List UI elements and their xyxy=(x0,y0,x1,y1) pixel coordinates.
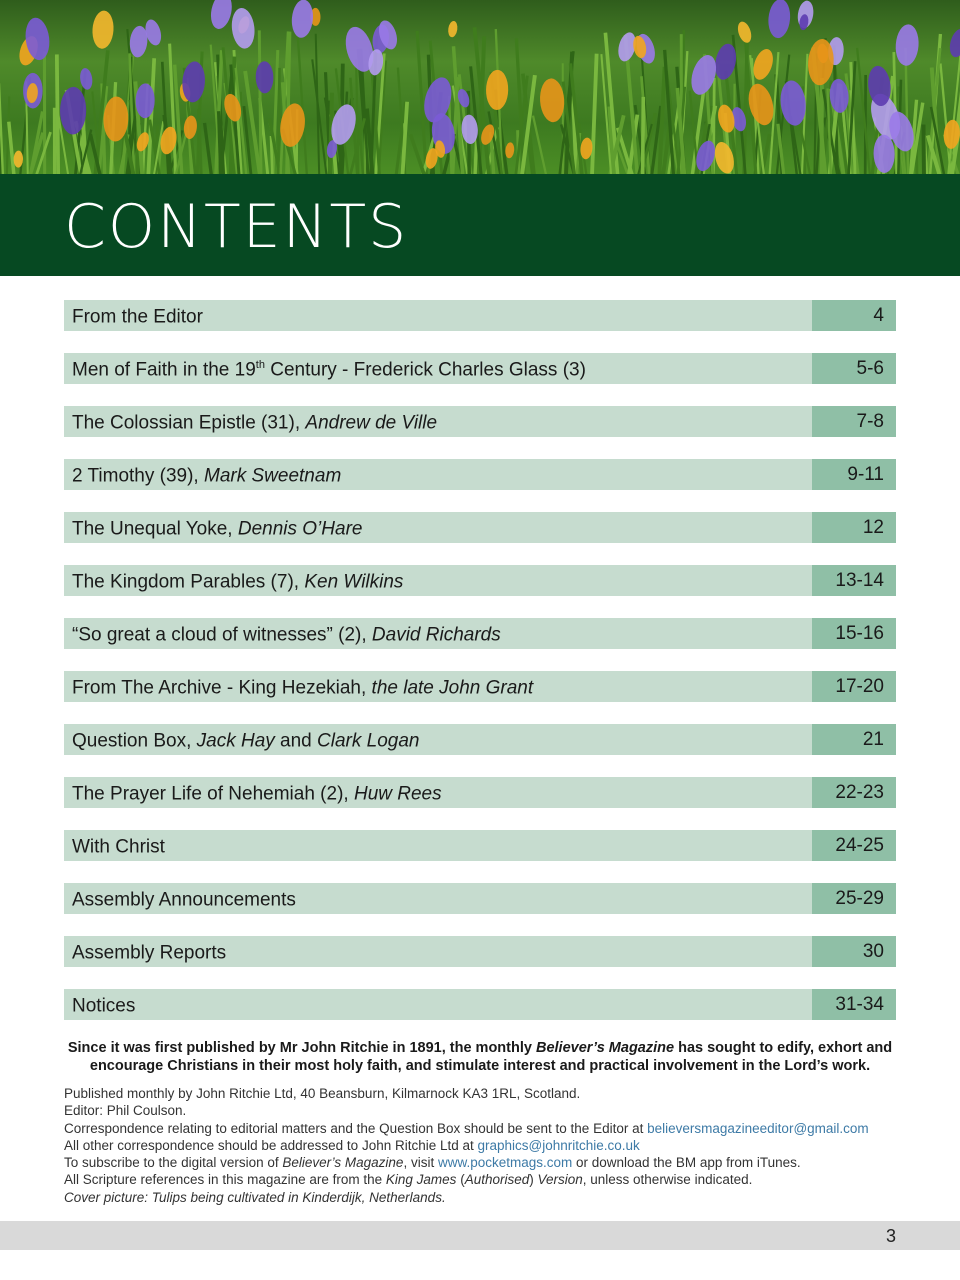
contents-title: 2 Timothy (39), Mark Sweetnam xyxy=(72,465,342,487)
contents-page-number: 7-8 xyxy=(856,411,884,432)
contents-page-box xyxy=(812,830,896,861)
pocketmags-link[interactable]: www.pocketmags.com xyxy=(437,1155,573,1171)
contents-title-bar xyxy=(64,459,812,490)
crocus-flower xyxy=(208,0,235,31)
cover-caption: Cover picture: Tulips being cultivated in Kinderdijk, Netherlands. xyxy=(64,1189,446,1205)
contents-row[interactable] xyxy=(64,353,896,384)
contents-page-box xyxy=(812,300,896,331)
publisher-info xyxy=(64,1085,904,1206)
crocus-flower xyxy=(947,27,960,59)
crocus-flower xyxy=(767,0,792,39)
contents-author: the late John Grant xyxy=(371,677,534,699)
crocus-flower xyxy=(539,78,566,123)
contents-title: From The Archive - King Hezekiah, the late John Grant xyxy=(72,677,534,699)
crocus-flower xyxy=(230,7,257,50)
grass-blade xyxy=(592,54,597,176)
contents-page-number: 24-25 xyxy=(835,835,884,856)
contents-page-number: 5-6 xyxy=(856,358,884,379)
editor-line: Editor: Phil Coulson. xyxy=(64,1103,187,1119)
contents-title-bar xyxy=(64,406,812,437)
published-line: Published monthly by John Ritchie Ltd, 40 Beansburn, Kilmarnock KA3 1RL, Scotland. xyxy=(64,1086,581,1101)
contents-page-box xyxy=(812,565,896,596)
contents-title-bar xyxy=(64,830,812,861)
contents-row[interactable] xyxy=(64,300,896,331)
contents-title-bar xyxy=(64,300,812,331)
contents-page-box xyxy=(812,512,896,543)
contents-page-box xyxy=(812,459,896,490)
contents-page-number: 22-23 xyxy=(835,782,884,803)
contents-row[interactable] xyxy=(64,406,896,437)
grass-blade xyxy=(278,68,279,176)
crocus-flower xyxy=(505,142,515,159)
grass-blade xyxy=(857,48,870,176)
crocus-field-illustration xyxy=(0,0,960,176)
cover-photo xyxy=(0,0,960,176)
grass-blade xyxy=(259,30,261,176)
crocus-flower xyxy=(894,24,920,67)
crocus-flower xyxy=(79,67,94,90)
contents-title-bar xyxy=(64,724,812,755)
grass-blade xyxy=(205,123,212,176)
grass-blade xyxy=(9,122,14,176)
contents-page-number: 30 xyxy=(862,941,884,962)
contents-title: Notices xyxy=(72,995,136,1017)
correspondence-line: Correspondence relating to editorial matters and the Question Box should be sent to the Editor at believersmagazineeditor@gmail.com xyxy=(64,1120,869,1136)
contents-author: Jack Hay xyxy=(196,730,275,752)
contents-title: From the Editor xyxy=(72,306,203,328)
contents-title-bar xyxy=(64,989,812,1020)
contents-title: Men of Faith in the 19th Century - Frederick Charles Glass (3) xyxy=(72,359,586,381)
crocus-flower xyxy=(91,10,114,49)
contents-page-number: 31-34 xyxy=(835,994,884,1015)
contents-title: The Unequal Yoke, Dennis O’Hare xyxy=(72,518,363,540)
footer-bar xyxy=(0,1221,960,1250)
contents-page-number: 21 xyxy=(862,729,884,750)
graphics-email-link[interactable]: graphics@johnritchie.co.uk xyxy=(477,1137,640,1153)
contents-title: With Christ xyxy=(72,836,165,858)
contents-page-box xyxy=(812,989,896,1020)
crocus-flower xyxy=(447,20,458,37)
contents-author: Dennis O’Hare xyxy=(237,518,363,540)
crocus-flower xyxy=(290,0,314,39)
title-band xyxy=(0,174,960,276)
contents-title: Question Box, Jack Hay and Clark Logan xyxy=(72,730,420,752)
contents-page-number: 15-16 xyxy=(835,623,884,644)
grass-blade xyxy=(148,58,154,176)
contents-title-bar xyxy=(64,883,812,914)
contents-page-box xyxy=(812,406,896,437)
contents-title-bar xyxy=(64,671,812,702)
contents-title-bar xyxy=(64,353,812,384)
crocus-flower xyxy=(486,70,509,111)
grass-blade xyxy=(533,116,546,176)
contents-page-number: 12 xyxy=(862,517,884,538)
contents-author: Ken Wilkins xyxy=(304,571,404,593)
contents-title: Assembly Reports xyxy=(72,942,227,964)
contents-row[interactable] xyxy=(64,936,896,967)
contents-title-bar xyxy=(64,565,812,596)
mission-statement: Since it was first published by Mr John Ritchie in 1891, the monthly Believer’s Magazine has sought to edify, exhort and encourage Christians in their most holy faith, and stimulate interest and practical involvement in the Lord’s work. xyxy=(67,1040,893,1074)
contents-title-bar xyxy=(64,512,812,543)
contents-page-box xyxy=(812,671,896,702)
contents-title-bar xyxy=(64,618,812,649)
other-correspondence-line: All other correspondence should be addressed to John Ritchie Ltd at graphics@johnritchie.co.uk xyxy=(64,1137,640,1153)
contents-author: Clark Logan xyxy=(317,730,420,752)
grass-blade xyxy=(219,111,221,176)
contents-title: “So great a cloud of witnesses” (2), David Richards xyxy=(72,624,501,646)
contents-row[interactable] xyxy=(64,724,896,755)
contents-title: Assembly Announcements xyxy=(72,889,296,911)
contents-row[interactable] xyxy=(64,830,896,861)
editor-email-link[interactable]: believersmagazineeditor@gmail.com xyxy=(647,1120,869,1136)
contents-page-number: 25-29 xyxy=(835,888,884,909)
contents-row[interactable] xyxy=(64,565,896,596)
contents-author: Mark Sweetnam xyxy=(204,465,342,487)
contents-page-number: 17-20 xyxy=(835,676,884,697)
scripture-line: All Scripture references in this magazine are from the King James (Authorised) Version, unless otherwise indicated. xyxy=(64,1172,753,1188)
crocus-flower xyxy=(735,20,753,45)
grass-blade xyxy=(643,97,644,176)
contents-row[interactable] xyxy=(64,618,896,649)
page-title: CONTENTS xyxy=(64,192,409,262)
contents-title: The Prayer Life of Nehemiah (2), Huw Rees xyxy=(72,783,442,805)
contents-row[interactable] xyxy=(64,777,896,808)
page-number: 3 xyxy=(885,1226,896,1246)
contents-page-box xyxy=(812,724,896,755)
grass-blade xyxy=(906,48,909,176)
contents-page-number: 9-11 xyxy=(847,464,884,485)
contents-title-bar xyxy=(64,936,812,967)
subscribe-line: To subscribe to the digital version of Believer’s Magazine, visit www.pocketmags.com or download the BM app from iTunes. xyxy=(64,1155,801,1171)
contents-row[interactable] xyxy=(64,989,896,1020)
contents-title: The Kingdom Parables (7), Ken Wilkins xyxy=(72,571,404,593)
contents-page-box xyxy=(812,883,896,914)
contents-author: David Richards xyxy=(371,624,501,646)
contents-title-bar xyxy=(64,777,812,808)
contents-page-box xyxy=(812,353,896,384)
contents-list xyxy=(64,300,896,1042)
contents-page-box xyxy=(812,777,896,808)
contents-page-number: 4 xyxy=(873,305,884,326)
contents-row[interactable] xyxy=(64,883,896,914)
crocus-flower xyxy=(255,61,273,93)
grass-blade xyxy=(713,78,714,176)
contents-page-box xyxy=(812,618,896,649)
contents-author: Huw Rees xyxy=(353,783,442,805)
contents-row[interactable] xyxy=(64,459,896,490)
contents-page-box xyxy=(812,936,896,967)
contents-author: Andrew de Ville xyxy=(305,412,438,434)
grass-blade xyxy=(410,134,424,176)
contents-page-number: 13-14 xyxy=(835,570,884,591)
contents-row[interactable] xyxy=(64,512,896,543)
contents-title: The Colossian Epistle (31), Andrew de Ville xyxy=(72,412,438,434)
contents-row[interactable] xyxy=(64,671,896,702)
